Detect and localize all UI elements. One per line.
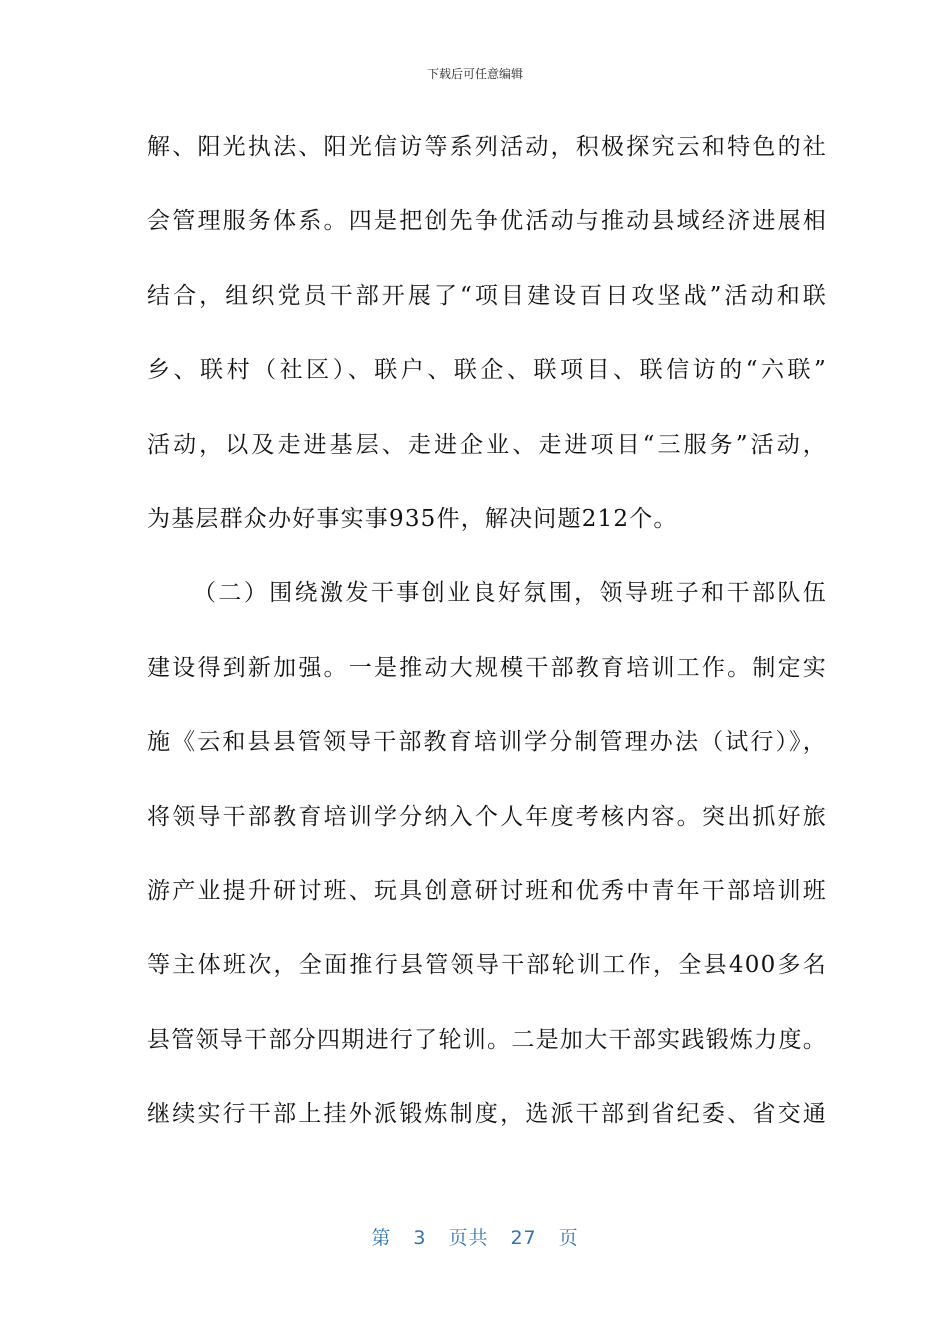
body-line-13: 县管领导干部分四期进行了轮训。二是加大干部实践锻炼力度。 <box>147 1026 827 1053</box>
body-line-3: 结合，组织党员干部开展了“项目建设百日攻坚战”活动和联 <box>147 282 827 309</box>
document-body <box>147 110 827 1151</box>
body-line-1: 解、阳光执法、阳光信访等系列活动，积极探究云和特色的社 <box>147 134 827 160</box>
footer-page-prefix: 第 <box>371 1227 392 1249</box>
header-text: 下载后可任意编辑 <box>426 67 523 81</box>
body-line-2: 会管理服务体系。四是把创先争优活动与推动县域经济进展相 <box>147 208 827 235</box>
page-footer <box>0 1225 950 1251</box>
page-header <box>0 66 950 82</box>
footer-page-middle: 页共 <box>448 1227 489 1249</box>
body-line-9: 施《云和县县管领导干部教育培训学分制管理办法（试行）》， <box>147 729 827 756</box>
body-line-14: 继续实行干部上挂外派锻炼制度，选派干部到省纪委、省交通 <box>147 1101 827 1128</box>
body-line-6: 为基层群众办好事实事935件，解决问题212个。 <box>147 505 678 532</box>
body-line-7: （二）围绕激发干事创业良好氛围，领导班子和干部队伍 <box>193 580 827 607</box>
body-line-10: 将领导干部教育培训学分纳入个人年度考核内容。突出抓好旅 <box>147 803 827 830</box>
body-line-5: 活动，以及走进基层、走进企业、走进项目“三服务”活动， <box>147 431 827 458</box>
body-line-12: 等主体班次，全面推行县管领导干部轮训工作，全县400多名 <box>147 952 827 979</box>
body-line-4: 乡、联村（社区）、联户、联企、联项目、联信访的“六联” <box>147 357 827 384</box>
footer-page-number: 3 <box>413 1227 427 1249</box>
footer-page-suffix: 页 <box>558 1227 579 1249</box>
body-line-8: 建设得到新加强。一是推动大规模干部教育培训工作。制定实 <box>147 654 827 681</box>
footer-total-pages: 27 <box>510 1227 537 1249</box>
body-line-11: 游产业提升研讨班、玩具创意研讨班和优秀中青年干部培训班 <box>147 877 827 904</box>
